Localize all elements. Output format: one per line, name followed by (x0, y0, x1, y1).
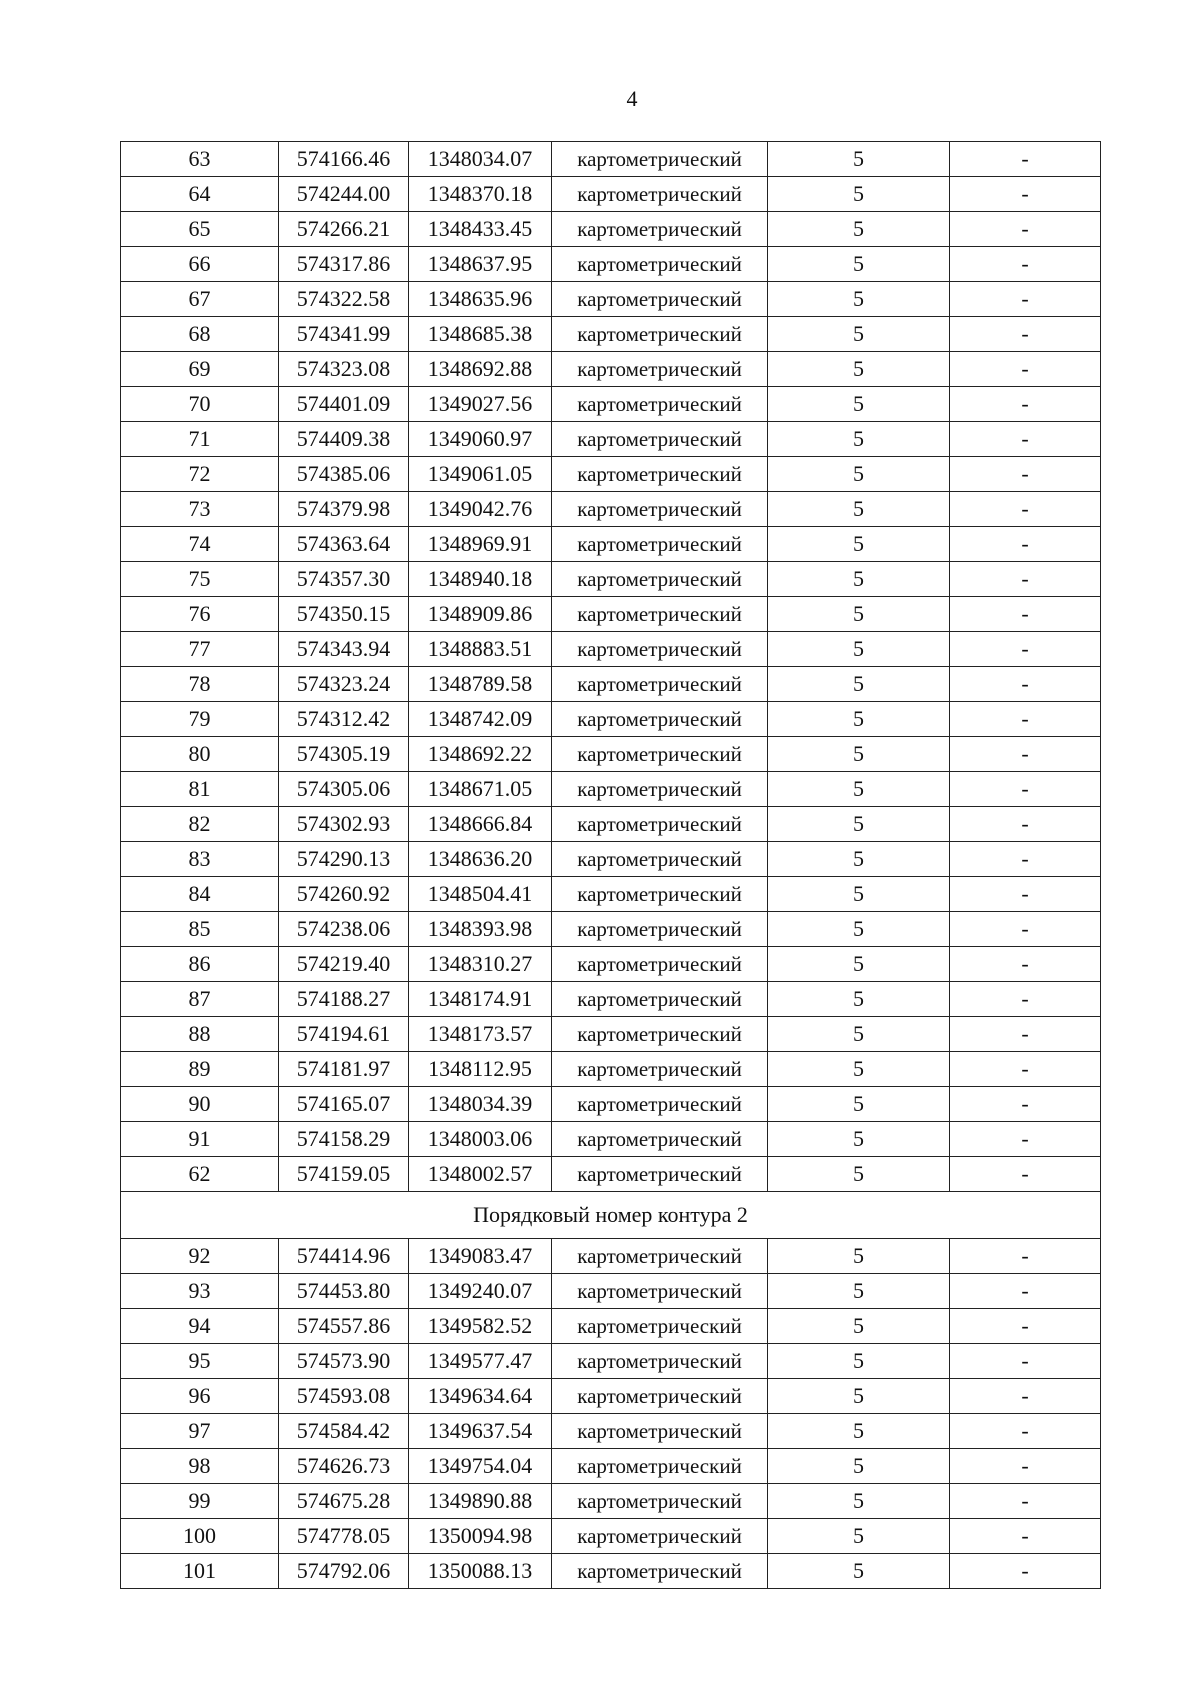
x-coordinate-cell: 574219.40 (279, 947, 409, 982)
x-coordinate-cell: 574357.30 (279, 562, 409, 597)
method-cell: картометрический (552, 457, 768, 492)
y-coordinate-cell: 1349577.47 (409, 1344, 552, 1379)
point-number-cell: 87 (121, 982, 279, 1017)
precision-cell: 5 (768, 877, 950, 912)
x-coordinate-cell: 574453.80 (279, 1274, 409, 1309)
table-row (121, 457, 1101, 492)
description-cell: - (950, 877, 1101, 912)
precision-cell: 5 (768, 422, 950, 457)
method-cell: картометрический (552, 667, 768, 702)
description-cell: - (950, 177, 1101, 212)
precision-cell: 5 (768, 1274, 950, 1309)
method-cell: картометрический (552, 1554, 768, 1589)
precision-cell: 5 (768, 912, 950, 947)
y-coordinate-cell: 1348504.41 (409, 877, 552, 912)
precision-cell: 5 (768, 527, 950, 562)
method-cell: картометрический (552, 982, 768, 1017)
method-cell: картометрический (552, 912, 768, 947)
x-coordinate-cell: 574244.00 (279, 177, 409, 212)
table-row (121, 1414, 1101, 1449)
y-coordinate-cell: 1348909.86 (409, 597, 552, 632)
point-number-cell: 64 (121, 177, 279, 212)
method-cell: картометрический (552, 702, 768, 737)
point-number-cell: 76 (121, 597, 279, 632)
precision-cell: 5 (768, 1414, 950, 1449)
description-cell: - (950, 702, 1101, 737)
point-number-cell: 90 (121, 1087, 279, 1122)
y-coordinate-cell: 1349890.88 (409, 1484, 552, 1519)
y-coordinate-cell: 1350088.13 (409, 1554, 552, 1589)
y-coordinate-cell: 1349060.97 (409, 422, 552, 457)
point-number-cell: 72 (121, 457, 279, 492)
y-coordinate-cell: 1348002.57 (409, 1157, 552, 1192)
table-row (121, 632, 1101, 667)
method-cell: картометрический (552, 177, 768, 212)
table-row (121, 1309, 1101, 1344)
table-row (121, 702, 1101, 737)
precision-cell: 5 (768, 177, 950, 212)
y-coordinate-cell: 1348685.38 (409, 317, 552, 352)
precision-cell: 5 (768, 562, 950, 597)
description-cell: - (950, 912, 1101, 947)
y-coordinate-cell: 1349634.64 (409, 1379, 552, 1414)
table-row (121, 1239, 1101, 1274)
x-coordinate-cell: 574194.61 (279, 1017, 409, 1052)
point-number-cell: 93 (121, 1274, 279, 1309)
description-cell: - (950, 807, 1101, 842)
method-cell: картометрический (552, 1157, 768, 1192)
point-number-cell: 70 (121, 387, 279, 422)
method-cell: картометрический (552, 1017, 768, 1052)
x-coordinate-cell: 574165.07 (279, 1087, 409, 1122)
coordinates-table (120, 141, 1101, 1589)
method-cell: картометрический (552, 1414, 768, 1449)
method-cell: картометрический (552, 422, 768, 457)
description-cell: - (950, 1157, 1101, 1192)
x-coordinate-cell: 574305.19 (279, 737, 409, 772)
table-row (121, 1274, 1101, 1309)
table-row (121, 1519, 1101, 1554)
x-coordinate-cell: 574260.92 (279, 877, 409, 912)
x-coordinate-cell: 574675.28 (279, 1484, 409, 1519)
description-cell: - (950, 282, 1101, 317)
description-cell: - (950, 1274, 1101, 1309)
precision-cell: 5 (768, 772, 950, 807)
y-coordinate-cell: 1348692.22 (409, 737, 552, 772)
table-row (121, 842, 1101, 877)
method-cell: картометрический (552, 1122, 768, 1157)
table-row (121, 1122, 1101, 1157)
table-row (121, 772, 1101, 807)
point-number-cell: 69 (121, 352, 279, 387)
description-cell: - (950, 142, 1101, 177)
precision-cell: 5 (768, 457, 950, 492)
method-cell: картометрический (552, 1309, 768, 1344)
table-row (121, 387, 1101, 422)
y-coordinate-cell: 1348393.98 (409, 912, 552, 947)
description-cell: - (950, 492, 1101, 527)
precision-cell: 5 (768, 1484, 950, 1519)
precision-cell: 5 (768, 352, 950, 387)
method-cell: картометрический (552, 212, 768, 247)
point-number-cell: 84 (121, 877, 279, 912)
page-number: 4 (626, 86, 638, 111)
point-number-cell: 81 (121, 772, 279, 807)
description-cell: - (950, 1309, 1101, 1344)
method-cell: картометрический (552, 1274, 768, 1309)
precision-cell: 5 (768, 947, 950, 982)
y-coordinate-cell: 1348883.51 (409, 632, 552, 667)
precision-cell: 5 (768, 1519, 950, 1554)
description-cell: - (950, 1122, 1101, 1157)
point-number-cell: 66 (121, 247, 279, 282)
point-number-cell: 75 (121, 562, 279, 597)
method-cell: картометрический (552, 632, 768, 667)
table-row (121, 1554, 1101, 1589)
x-coordinate-cell: 574159.05 (279, 1157, 409, 1192)
table-row (121, 422, 1101, 457)
y-coordinate-cell: 1349637.54 (409, 1414, 552, 1449)
table-row (121, 562, 1101, 597)
description-cell: - (950, 1052, 1101, 1087)
method-cell: картометрический (552, 1087, 768, 1122)
y-coordinate-cell: 1348433.45 (409, 212, 552, 247)
table-row (121, 1017, 1101, 1052)
point-number-cell: 86 (121, 947, 279, 982)
description-cell: - (950, 352, 1101, 387)
y-coordinate-cell: 1348742.09 (409, 702, 552, 737)
method-cell: картометрический (552, 1484, 768, 1519)
method-cell: картометрический (552, 737, 768, 772)
x-coordinate-cell: 574557.86 (279, 1309, 409, 1344)
x-coordinate-cell: 574181.97 (279, 1052, 409, 1087)
table-row (121, 1087, 1101, 1122)
precision-cell: 5 (768, 1309, 950, 1344)
description-cell: - (950, 1017, 1101, 1052)
precision-cell: 5 (768, 1157, 950, 1192)
method-cell: картометрический (552, 877, 768, 912)
precision-cell: 5 (768, 702, 950, 737)
method-cell: картометрический (552, 527, 768, 562)
precision-cell: 5 (768, 247, 950, 282)
precision-cell: 5 (768, 142, 950, 177)
y-coordinate-cell: 1348174.91 (409, 982, 552, 1017)
precision-cell: 5 (768, 1379, 950, 1414)
y-coordinate-cell: 1348635.96 (409, 282, 552, 317)
x-coordinate-cell: 574584.42 (279, 1414, 409, 1449)
y-coordinate-cell: 1348034.39 (409, 1087, 552, 1122)
x-coordinate-cell: 574238.06 (279, 912, 409, 947)
point-number-cell: 101 (121, 1554, 279, 1589)
x-coordinate-cell: 574323.24 (279, 667, 409, 702)
x-coordinate-cell: 574379.98 (279, 492, 409, 527)
point-number-cell: 96 (121, 1379, 279, 1414)
y-coordinate-cell: 1348671.05 (409, 772, 552, 807)
x-coordinate-cell: 574414.96 (279, 1239, 409, 1274)
method-cell: картометрический (552, 1344, 768, 1379)
x-coordinate-cell: 574317.86 (279, 247, 409, 282)
table-row (121, 1379, 1101, 1414)
y-coordinate-cell: 1348666.84 (409, 807, 552, 842)
x-coordinate-cell: 574401.09 (279, 387, 409, 422)
description-cell: - (950, 562, 1101, 597)
y-coordinate-cell: 1348636.20 (409, 842, 552, 877)
point-number-cell: 98 (121, 1449, 279, 1484)
method-cell: картометрический (552, 247, 768, 282)
y-coordinate-cell: 1349061.05 (409, 457, 552, 492)
y-coordinate-cell: 1349042.76 (409, 492, 552, 527)
method-cell: картометрический (552, 142, 768, 177)
point-number-cell: 99 (121, 1484, 279, 1519)
x-coordinate-cell: 574343.94 (279, 632, 409, 667)
x-coordinate-cell: 574322.58 (279, 282, 409, 317)
precision-cell: 5 (768, 982, 950, 1017)
point-number-cell: 100 (121, 1519, 279, 1554)
precision-cell: 5 (768, 807, 950, 842)
table-row (121, 492, 1101, 527)
x-coordinate-cell: 574626.73 (279, 1449, 409, 1484)
description-cell: - (950, 1519, 1101, 1554)
y-coordinate-cell: 1348112.95 (409, 1052, 552, 1087)
precision-cell: 5 (768, 632, 950, 667)
description-cell: - (950, 1414, 1101, 1449)
method-cell: картометрический (552, 352, 768, 387)
table-row (121, 912, 1101, 947)
x-coordinate-cell: 574305.06 (279, 772, 409, 807)
precision-cell: 5 (768, 282, 950, 317)
method-cell: картометрический (552, 562, 768, 597)
point-number-cell: 71 (121, 422, 279, 457)
description-cell: - (950, 422, 1101, 457)
description-cell: - (950, 1484, 1101, 1519)
point-number-cell: 88 (121, 1017, 279, 1052)
x-coordinate-cell: 574341.99 (279, 317, 409, 352)
table-row (121, 282, 1101, 317)
precision-cell: 5 (768, 492, 950, 527)
y-coordinate-cell: 1350094.98 (409, 1519, 552, 1554)
description-cell: - (950, 317, 1101, 352)
point-number-cell: 80 (121, 737, 279, 772)
description-cell: - (950, 457, 1101, 492)
x-coordinate-cell: 574409.38 (279, 422, 409, 457)
method-cell: картометрический (552, 492, 768, 527)
table-row (121, 317, 1101, 352)
table-row (121, 982, 1101, 1017)
y-coordinate-cell: 1348940.18 (409, 562, 552, 597)
point-number-cell: 63 (121, 142, 279, 177)
x-coordinate-cell: 574188.27 (279, 982, 409, 1017)
table-row (121, 352, 1101, 387)
y-coordinate-cell: 1349083.47 (409, 1239, 552, 1274)
precision-cell: 5 (768, 387, 950, 422)
precision-cell: 5 (768, 1087, 950, 1122)
table-row (121, 1344, 1101, 1379)
table-row (121, 807, 1101, 842)
point-number-cell: 94 (121, 1309, 279, 1344)
y-coordinate-cell: 1348003.06 (409, 1122, 552, 1157)
x-coordinate-cell: 574158.29 (279, 1122, 409, 1157)
x-coordinate-cell: 574778.05 (279, 1519, 409, 1554)
method-cell: картометрический (552, 1379, 768, 1414)
point-number-cell: 78 (121, 667, 279, 702)
description-cell: - (950, 842, 1101, 877)
precision-cell: 5 (768, 1239, 950, 1274)
method-cell: картометрический (552, 317, 768, 352)
y-coordinate-cell: 1349240.07 (409, 1274, 552, 1309)
precision-cell: 5 (768, 1554, 950, 1589)
description-cell: - (950, 772, 1101, 807)
table-row (121, 247, 1101, 282)
method-cell: картометрический (552, 1239, 768, 1274)
description-cell: - (950, 737, 1101, 772)
point-number-cell: 62 (121, 1157, 279, 1192)
method-cell: картометрический (552, 947, 768, 982)
x-coordinate-cell: 574323.08 (279, 352, 409, 387)
method-cell: картометрический (552, 772, 768, 807)
table-row (121, 212, 1101, 247)
description-cell: - (950, 247, 1101, 282)
point-number-cell: 85 (121, 912, 279, 947)
y-coordinate-cell: 1349027.56 (409, 387, 552, 422)
point-number-cell: 82 (121, 807, 279, 842)
precision-cell: 5 (768, 212, 950, 247)
description-cell: - (950, 1379, 1101, 1414)
precision-cell: 5 (768, 1052, 950, 1087)
x-coordinate-cell: 574385.06 (279, 457, 409, 492)
point-number-cell: 73 (121, 492, 279, 527)
point-number-cell: 83 (121, 842, 279, 877)
y-coordinate-cell: 1348692.88 (409, 352, 552, 387)
description-cell: - (950, 1239, 1101, 1274)
method-cell: картометрический (552, 842, 768, 877)
description-cell: - (950, 212, 1101, 247)
y-coordinate-cell: 1349582.52 (409, 1309, 552, 1344)
y-coordinate-cell: 1348310.27 (409, 947, 552, 982)
y-coordinate-cell: 1348969.91 (409, 527, 552, 562)
precision-cell: 5 (768, 1449, 950, 1484)
point-number-cell: 89 (121, 1052, 279, 1087)
y-coordinate-cell: 1348637.95 (409, 247, 552, 282)
point-number-cell: 68 (121, 317, 279, 352)
y-coordinate-cell: 1349754.04 (409, 1449, 552, 1484)
description-cell: - (950, 1449, 1101, 1484)
contour-title: Порядковый номер контура 2 (121, 1192, 1101, 1239)
point-number-cell: 67 (121, 282, 279, 317)
precision-cell: 5 (768, 737, 950, 772)
point-number-cell: 95 (121, 1344, 279, 1379)
table-row (121, 177, 1101, 212)
x-coordinate-cell: 574593.08 (279, 1379, 409, 1414)
description-cell: - (950, 527, 1101, 562)
y-coordinate-cell: 1348789.58 (409, 667, 552, 702)
precision-cell: 5 (768, 1017, 950, 1052)
description-cell: - (950, 1344, 1101, 1379)
table-row (121, 1484, 1101, 1519)
point-number-cell: 65 (121, 212, 279, 247)
x-coordinate-cell: 574312.42 (279, 702, 409, 737)
point-number-cell: 77 (121, 632, 279, 667)
table-row (121, 947, 1101, 982)
method-cell: картометрический (552, 597, 768, 632)
table-row (121, 667, 1101, 702)
precision-cell: 5 (768, 667, 950, 702)
description-cell: - (950, 597, 1101, 632)
x-coordinate-cell: 574363.64 (279, 527, 409, 562)
table-row (121, 142, 1101, 177)
precision-cell: 5 (768, 1344, 950, 1379)
precision-cell: 5 (768, 1122, 950, 1157)
precision-cell: 5 (768, 842, 950, 877)
table-row (121, 737, 1101, 772)
x-coordinate-cell: 574573.90 (279, 1344, 409, 1379)
x-coordinate-cell: 574266.21 (279, 212, 409, 247)
description-cell: - (950, 632, 1101, 667)
description-cell: - (950, 1087, 1101, 1122)
method-cell: картометрический (552, 282, 768, 317)
table-row (121, 597, 1101, 632)
x-coordinate-cell: 574302.93 (279, 807, 409, 842)
y-coordinate-cell: 1348173.57 (409, 1017, 552, 1052)
table-row (121, 1449, 1101, 1484)
description-cell: - (950, 387, 1101, 422)
method-cell: картометрический (552, 1052, 768, 1087)
x-coordinate-cell: 574166.46 (279, 142, 409, 177)
x-coordinate-cell: 574792.06 (279, 1554, 409, 1589)
description-cell: - (950, 947, 1101, 982)
description-cell: - (950, 1554, 1101, 1589)
y-coordinate-cell: 1348034.07 (409, 142, 552, 177)
table-row (121, 877, 1101, 912)
method-cell: картометрический (552, 807, 768, 842)
section-header-row (121, 1192, 1101, 1239)
method-cell: картометрический (552, 1449, 768, 1484)
table-row (121, 1157, 1101, 1192)
x-coordinate-cell: 574290.13 (279, 842, 409, 877)
point-number-cell: 74 (121, 527, 279, 562)
y-coordinate-cell: 1348370.18 (409, 177, 552, 212)
table-row (121, 1052, 1101, 1087)
method-cell: картометрический (552, 1519, 768, 1554)
point-number-cell: 92 (121, 1239, 279, 1274)
point-number-cell: 79 (121, 702, 279, 737)
precision-cell: 5 (768, 317, 950, 352)
precision-cell: 5 (768, 597, 950, 632)
method-cell: картометрический (552, 387, 768, 422)
x-coordinate-cell: 574350.15 (279, 597, 409, 632)
point-number-cell: 91 (121, 1122, 279, 1157)
table-row (121, 527, 1101, 562)
description-cell: - (950, 982, 1101, 1017)
description-cell: - (950, 667, 1101, 702)
point-number-cell: 97 (121, 1414, 279, 1449)
